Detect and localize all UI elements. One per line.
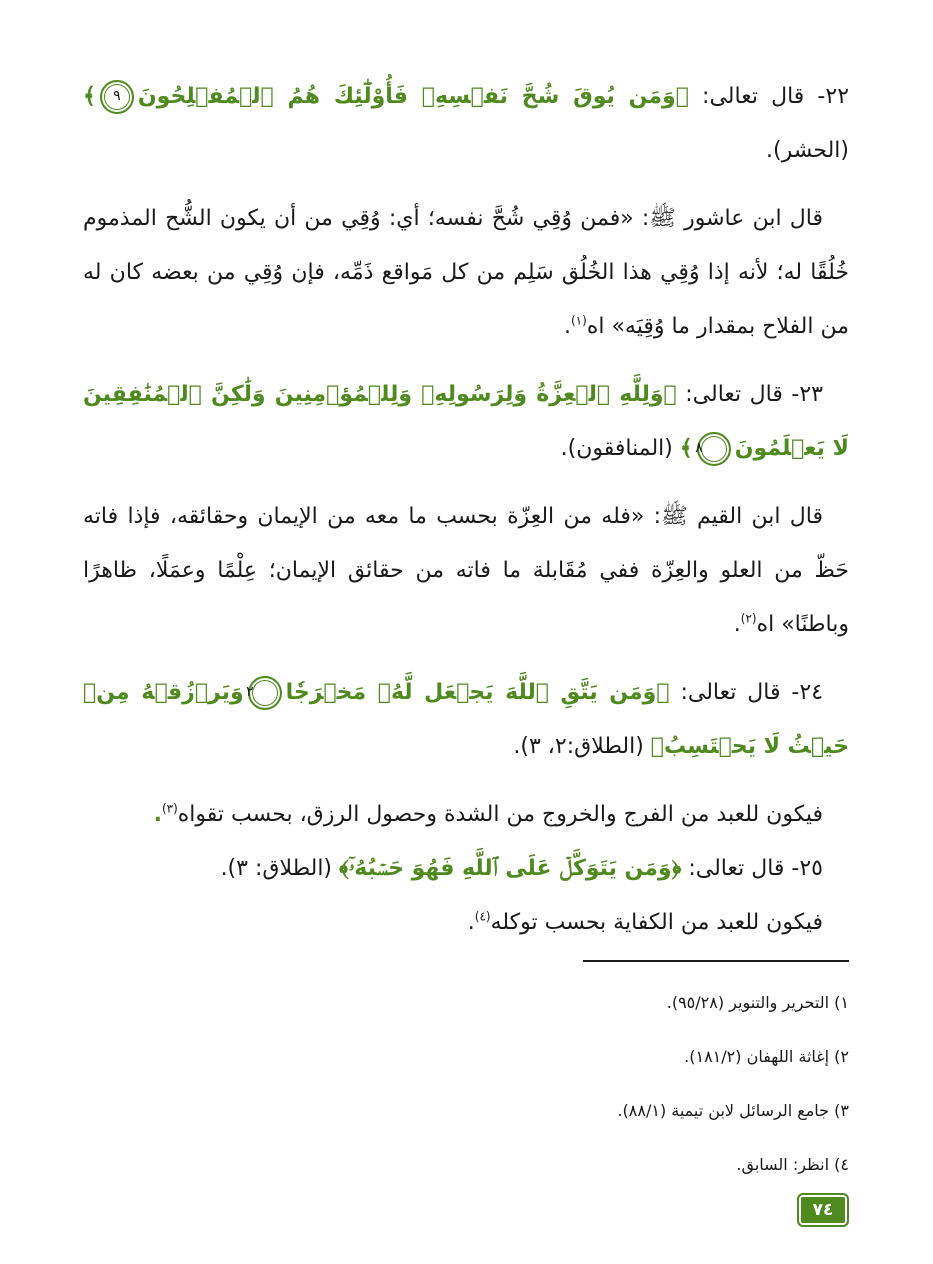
footnote-ref[interactable]: (١): [570, 313, 587, 328]
ayah-number-marker: ٨: [697, 432, 731, 466]
commentary-paragraph-24: فيكون للعبد من الفرج والخروج من الشدة وحصول الرزق، بحسب تقواه$^{(٣)}$.: [153, 801, 823, 827]
verse-open-bracket: ﴿: [656, 680, 670, 705]
quran-verse: وَلِلَّهِ ٱلۡعِزَّةُ وَلِرَسُولِهِۦ وَلِلۡمُؤۡمِنِينَ وَلَٰكِنَّ ٱلۡمُنَٰفِقِينَ لَا يَعۡلَمُونَ: [83, 382, 849, 461]
footnote-3: ٣) جامع الرسائل لابن تيمية (٨٨/١).: [617, 1101, 849, 1120]
footnote-4: ٤) انظر: السابق.: [736, 1155, 849, 1174]
commentary-text: قال ابن القيم ﷺ: «فله من العِزّة بحسب ما معه من الإيمان وحقائقه، فإذا فاته حَظّ من العلو والعِزّة ففي مُقَابلة ما فاته من حقائق الإيمان؛ عِلْمًا وعمَلًا، ظاهرًا وباطنًا» اه: [83, 504, 849, 637]
verse-open-bracket: ﴿: [675, 84, 689, 109]
commentary-paragraph-25: فيكون للعبد من الكفاية بحسب توكله$^{(٤)}$.: [467, 909, 823, 935]
verse-close-bracket: ﴾: [83, 84, 96, 109]
footnotes: [83, 976, 849, 1192]
commentary-paragraph-23: قال ابن القيم ﷺ: «فله من العِزّة بحسب ما معه من الإيمان وحقائقه، فإذا فاته حَظّ من العلو والعِزّة ففي مُقَابلة ما فاته من حقائق الإيمان؛ عِلْمًا وعمَلًا، ظاهرًا وباطنًا» اه$^{(٢)}$.: [83, 504, 849, 637]
surah-source: (الحشر).: [766, 138, 849, 163]
page-body: [83, 70, 849, 950]
footnote-2: ٢) إغاثة اللهفان (١٨١/٢).: [684, 1047, 849, 1066]
surah-source: (الطلاق: ٣).: [220, 856, 340, 881]
footnote-ref[interactable]: (٢): [740, 611, 757, 626]
commentary-text: فيكون للعبد من الكفاية بحسب توكله: [490, 910, 823, 935]
surah-source: (المنافقون).: [560, 436, 680, 461]
verse-open-bracket: ﴿: [663, 382, 677, 407]
ayah-number-marker: ٢: [248, 676, 282, 710]
quran-verse: وَيَرۡزُقۡهُ مِنۡ حَيۡثُ لَا يَحۡتَسِبُ: [83, 680, 849, 759]
footnote-ref[interactable]: (٤): [474, 909, 491, 924]
footnote-ref[interactable]: (٣): [161, 801, 178, 816]
surah-source: (الطلاق:٢، ٣).: [513, 734, 651, 759]
commentary-paragraph-22: قال ابن عاشور ﷺ: «فمن وُقِي شُحَّ نفسه؛ أي: وُقِي من أن يكون الشُّح المذموم خُلُقًا له؛ لأنه إذا وُقِي هذا الخُلُق سَلِم من كل مَواقع ذَمِّه، فإن وُقِي من بعضه كان له من الفلاح بمقدار ما وُقِيَه» اه$^{(١)}$.: [83, 206, 849, 339]
ayah-number-marker: ٩: [100, 80, 134, 114]
item-lead: ٢٣- قال تعالى:: [676, 382, 823, 407]
item-lead: ٢٥- قال تعالى:: [681, 856, 823, 881]
verse-close-bracket: ﴾: [339, 856, 349, 881]
footnote-separator: [583, 960, 849, 962]
quran-verse: وَمَن يَتَّقِ ٱللَّهَ يَجۡعَل لَّهُۥ مَخۡرَجٗا: [285, 680, 657, 705]
verse-close-bracket: ﴾: [650, 734, 664, 759]
verse-open-bracket: ﴿: [671, 856, 682, 881]
verse-paragraph-22: [83, 70, 849, 178]
verse-close-bracket: ﴾: [679, 436, 693, 461]
verse-paragraph-24: [83, 666, 849, 774]
commentary-text: فيكون للعبد من الفرج والخروج من الشدة وحصول الرزق، بحسب تقواه: [177, 802, 823, 827]
quran-verse: وَمَن يُوقَ شُحَّ نَفۡسِهِۦ فَأُوْلَٰٓئِكَ هُمُ ٱلۡمُفۡلِحُونَ: [137, 84, 676, 109]
quran-verse: وَمَن يَتَوَكَّلۡ عَلَى ٱللَّهِ فَهُوَ حَسۡبُهُۥٓ: [348, 856, 672, 881]
page-number: ٧٤: [797, 1193, 849, 1227]
verse-paragraph-23: [83, 368, 849, 476]
commentary-text: قال ابن عاشور ﷺ: «فمن وُقِي شُحَّ نفسه؛ أي: وُقِي من أن يكون الشُّح المذموم خُلُقًا له؛ لأنه إذا وُقِي هذا الخُلُق سَلِم من كل مَواقع ذَمِّه، فإن وُقِي من بعضه كان له من الفلاح بمقدار ما وُقِيَه» اه: [83, 206, 849, 339]
item-lead: ٢٢- قال تعالى:: [688, 84, 850, 109]
footnote-1: ١) التحرير والتنوير (٩٥/٢٨).: [666, 993, 849, 1012]
item-lead: ٢٤- قال تعالى:: [669, 680, 824, 705]
verse-paragraph-25: [83, 842, 849, 896]
